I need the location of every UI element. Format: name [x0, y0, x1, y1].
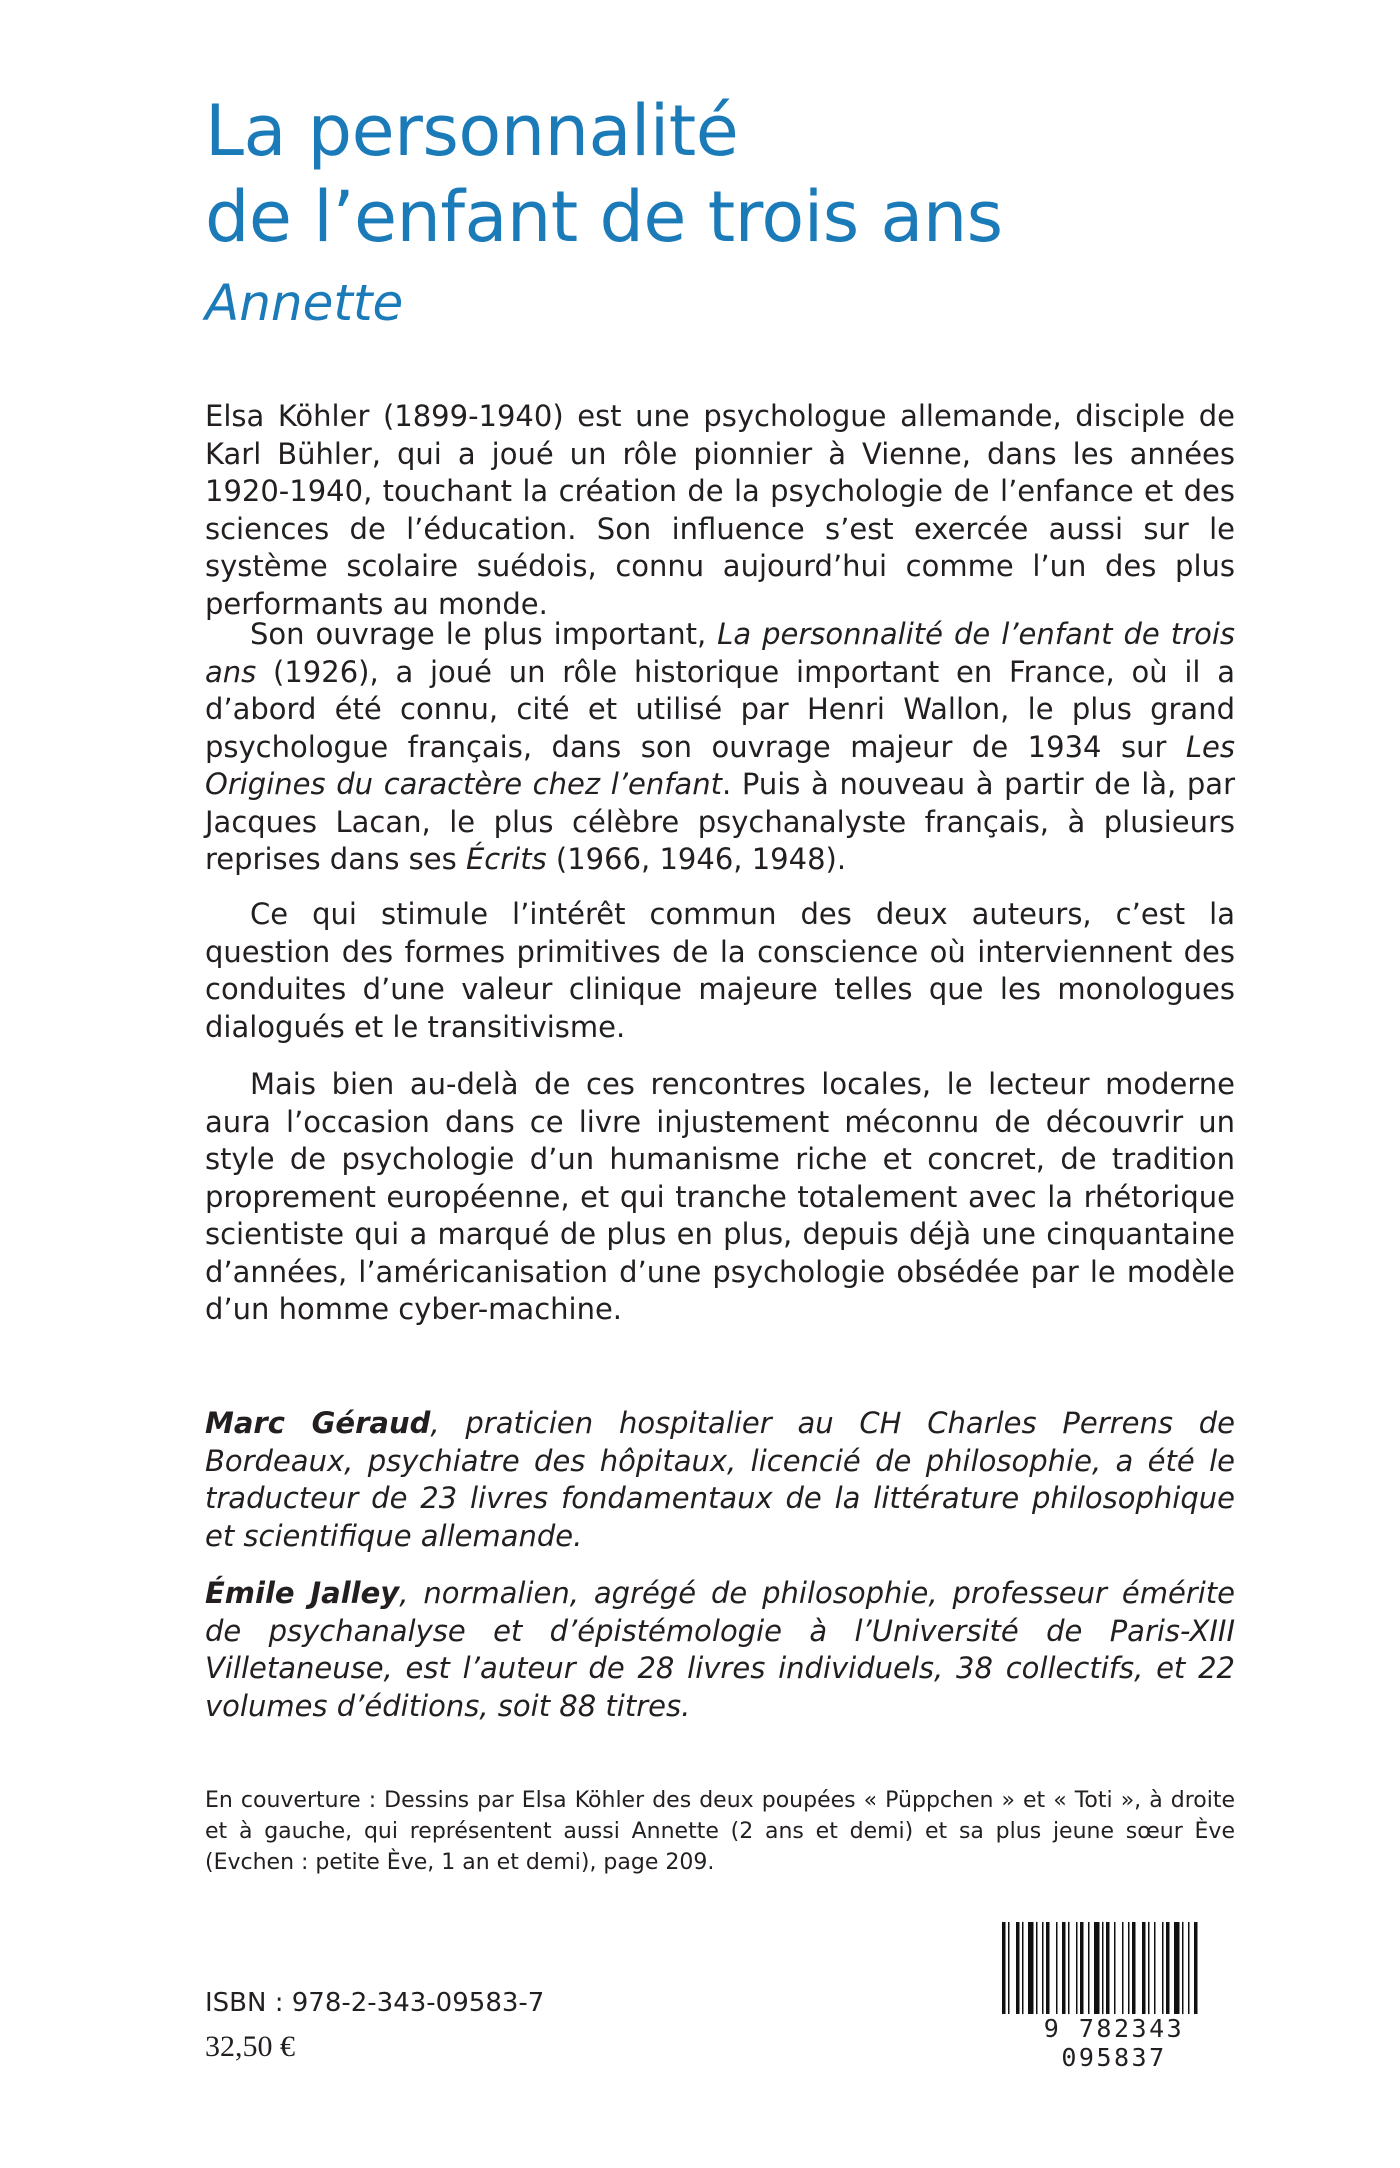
book-subtitle: Annette: [205, 274, 404, 332]
summary-text-2: [205, 616, 1235, 879]
summary-paragraph-1: Elsa Köhler (1899-1940) est une psychologue allemande, disciple de Karl Bühler, qui a joué un rôle pionnier à Vienne, dans les années 1920-1940, touchant la création de la psychologie de l’enfance et des sciences de l’éducation. Son influence s’est exercée aussi sur le système scolaire suédois, connu aujourd’hui comme l’un des plus performants au monde.: [205, 399, 1235, 621]
summary-text-3: [205, 896, 1235, 1046]
book-title: [205, 88, 1003, 260]
summary-paragraph-2: Son ouvrage le plus important, La personnalité de l’enfant de trois ans (1926), a joué un rôle historique important en France, où il a d’abord été connu, cité et utilisé par Henri Wallon, le plus grand psychologue français, dans son ouvrage majeur de 1934 sur Les Origines du caractère chez l’enfant. Puis à nouveau à partir de là, par Jacques Lacan, le plus célèbre psychanalyste français, à plusieurs reprises dans ses Écrits (1966, 1946, 1948).: [205, 617, 1235, 876]
summary-text: [205, 398, 1235, 623]
title-line-1: La personnalité: [205, 90, 739, 172]
cover-credit: En couverture : Dessins par Elsa Köhler des deux poupées « Püppchen » et « Toti », à droite et à gauche, qui représentent aussi Annette (2 ans et demi) et sa plus jeune sœur Ève (Evchen : petite Ève, 1 an et demi), page 209.: [205, 1788, 1235, 1875]
summary-paragraph-4: Mais bien au-delà de ces rencontres locales, le lecteur moderne aura l’occasion dans ce livre injustement méconnu de découvrir un style de psychologie d’un humanisme riche et concret, de tradition proprement européenne, et qui tranche totalement avec la rhétorique scientiste qui a marqué de plus en plus, depuis déjà une cinquantaine d’années, l’américanisation d’une psychologie obsédée par le modèle d’un homme cyber-machine.: [205, 1067, 1235, 1326]
barcode-number: 9 782343 095837: [998, 2014, 1230, 2072]
price: 32,50 €: [205, 2030, 295, 2063]
translator-bio-text: , praticien hospitalier au CH Charles Perrens de Bordeaux, psychiatre des hôpitaux, licencié de philosophie, a été le traducteur de 23 livres fondamentaux de la littérature philosophique et scientifique allemande.: [205, 1406, 1235, 1553]
editor-name: Émile Jalley: [205, 1576, 400, 1610]
editor-bio: [205, 1575, 1235, 1725]
translator-bio: [205, 1405, 1235, 1555]
summary-paragraph-3: Ce qui stimule l’intérêt commun des deux auteurs, c’est la question des formes primitives de la conscience où interviennent des conduites d’une valeur clinique majeure telles que les monologues dialogués et le transitivisme.: [205, 897, 1235, 1044]
editor-bio-text: , normalien, agrégé de philosophie, professeur émérite de psychanalyse et d’épistémologie à l’Université de Paris-XIII Villetaneuse, est l’auteur de 28 livres individuels, 38 collectifs, et 22 volumes d’éditions, soit 88 titres.: [205, 1576, 1235, 1723]
isbn: ISBN : 978-2-343-09583-7: [205, 1988, 545, 2018]
translator-name: Marc Géraud: [205, 1406, 431, 1440]
summary-text-4: [205, 1066, 1235, 1329]
title-line-2: de l’enfant de trois ans: [205, 176, 1003, 258]
